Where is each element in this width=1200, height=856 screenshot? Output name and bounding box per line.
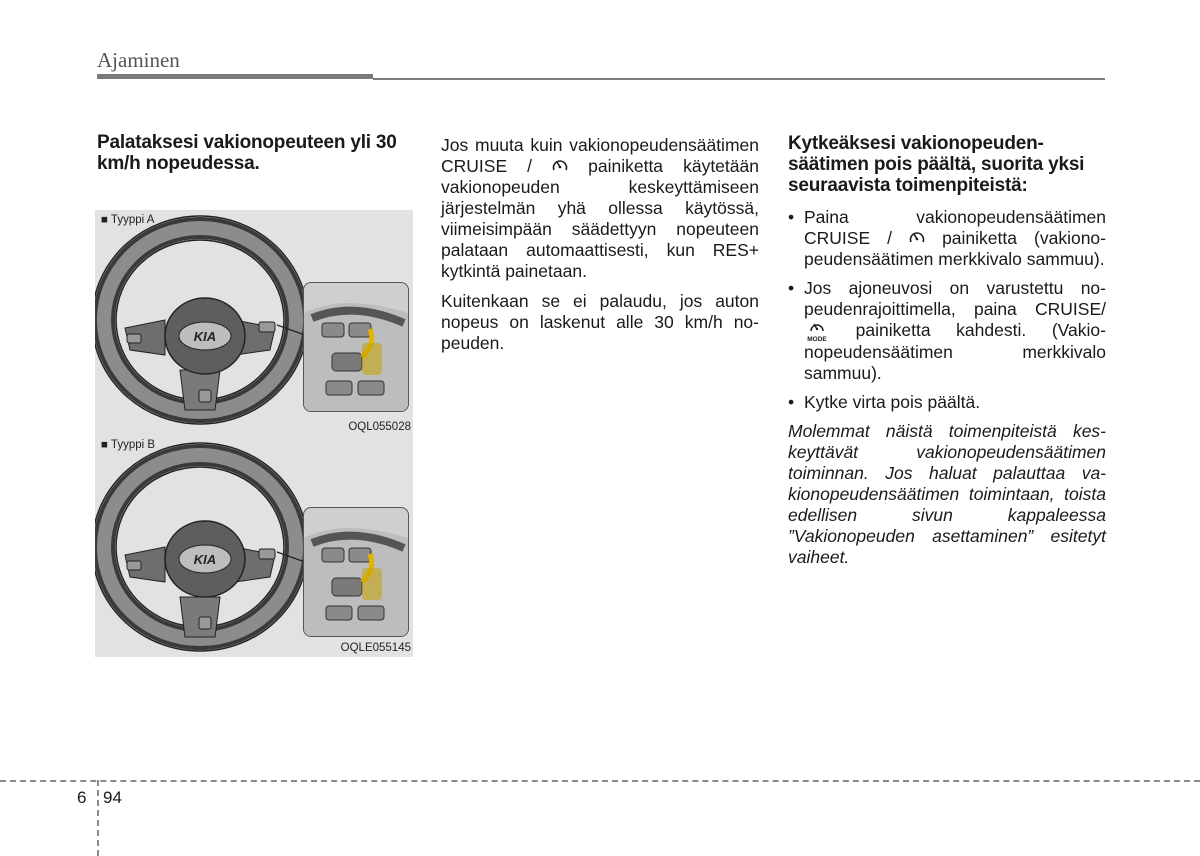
list-item: • Kytke virta pois päältä.	[788, 392, 981, 412]
figure-a-code: OQL055028	[348, 421, 411, 433]
list-item: • Paina vakionopeudensäätimen CRUISE / painiketta (vakionopeudensäätimen merkkivalo sammuu).	[788, 207, 1106, 269]
list-item: • Jos ajoneuvosi on varustettu nopeudenrajoittimella, paina CRUISE/ MODE painiketta kahdesti. (Vakionopeudensäätimen merkkivalo sammuu).	[788, 278, 1106, 383]
footer-rule	[0, 780, 1200, 782]
bullet-dot: •	[788, 392, 795, 412]
control-switch-inset	[303, 507, 409, 637]
control-switch-inset	[303, 282, 409, 412]
col2-paragraph-1: Jos muuta kuin vakionopeudensäätimen CRUISE / painiketta käytetään vakionopeuden keskeyttämiseen järjestelmän yhä ollessa käytössä, viimeisimpään säädettyyn nopeuteen palataan automaattisesti, kun RES+ kytkintä painetaan.	[441, 135, 759, 281]
section-header: Ajaminen	[97, 48, 180, 72]
col3-heading: Kytkeäksesi vakionopeudensäätimen pois päältä, suorita yksi seuraavista toimenpiteistä:	[788, 133, 1085, 196]
cruise-mode-icon	[804, 320, 830, 342]
col2-body	[441, 135, 759, 363]
col3-bullet-list	[788, 207, 1106, 413]
figure-a-label: ■ Tyyppi A	[101, 214, 155, 226]
header-rule-thick	[97, 74, 373, 79]
figure-type-a	[95, 210, 413, 436]
kia-logo: KIA	[193, 552, 217, 567]
col1-heading: Palataksesi vakionopeuteen yli 30 km/h nopeudessa.	[97, 132, 397, 174]
col3-note: Molemmat näistä toimenpiteistä keskeyttävät vakionopeudensäätimen toiminnan. Jos haluat palauttaa vakionopeudensäätimen toimintaan, toista edellisen sivun kappaleessa ”Vakionopeuden asettaminen” esitetyt vaiheet.	[788, 421, 1106, 567]
footer-vertical-rule	[97, 780, 99, 856]
figure-b-label: ■ Tyyppi B	[101, 439, 156, 451]
chapter-number: 6	[77, 788, 87, 807]
page-number: 94	[103, 788, 122, 807]
kia-logo: KIA	[193, 329, 217, 344]
mode-label: MODE	[807, 336, 827, 342]
figure-b-code: OQLE055145	[340, 642, 411, 654]
cruise-speedometer-icon	[552, 157, 568, 175]
cruise-speedometer-icon	[909, 229, 925, 247]
figure-type-b	[95, 435, 413, 657]
col2-paragraph-2: Kuitenkaan se ei palaudu, jos auton nopeus on laskenut alle 30 km/h nopeuden.	[441, 291, 759, 353]
bullet-dot: •	[788, 207, 795, 227]
header-rule-thin	[373, 78, 1105, 80]
bullet-dot: •	[788, 278, 795, 298]
col3-body	[788, 133, 1106, 568]
